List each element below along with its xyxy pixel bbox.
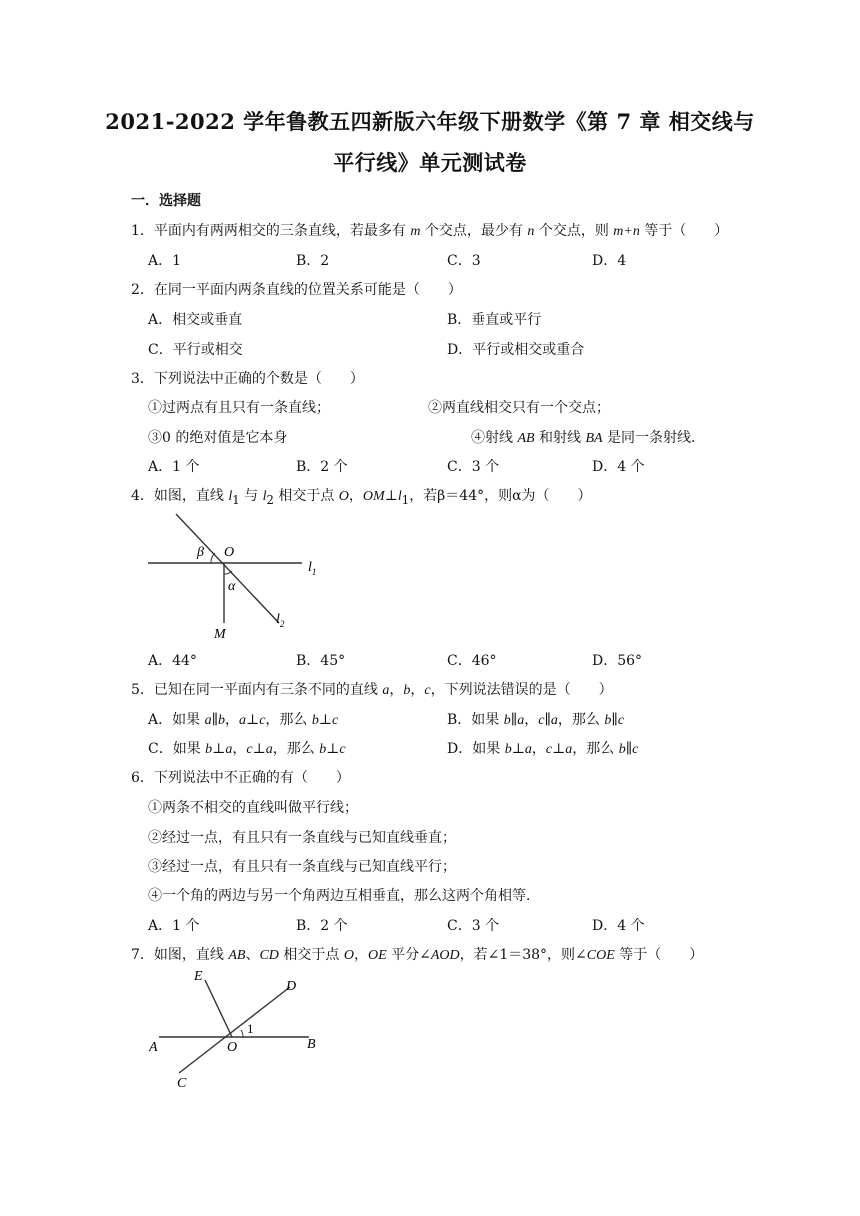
question-2-stem: 2．在同一平面内两条直线的位置关系可能是（ ） (131, 282, 462, 298)
question-2-option-b: B．垂直或平行 (447, 312, 542, 328)
label-o: O (227, 1040, 238, 1055)
question-6-option-d: D．4 个 (592, 918, 645, 934)
question-4-option-c: C．46° (447, 653, 497, 669)
label-alpha: α (228, 579, 236, 594)
section-heading: 一．选择题 (131, 193, 201, 209)
label-d: D (286, 979, 297, 994)
question-5-option-c: C．如果 b⊥a，c⊥a，那么 b⊥c (148, 741, 346, 757)
question-1-option-d: D．4 (592, 253, 627, 269)
question-3-stem: 3．下列说法中正确的个数是（ ） (131, 371, 364, 387)
label-l2: $l_2$ (276, 612, 285, 629)
line-l2 (176, 514, 279, 623)
question-5-option-b: B．如果 b∥a，c∥a，那么 b∥c (447, 712, 625, 728)
label-beta: β (197, 545, 204, 560)
angle-alpha-arc (224, 571, 232, 574)
question-5-option-a: A．如果 a∥b，a⊥c，那么 b⊥c (148, 712, 339, 728)
question-1-stem: 1．平面内有两两相交的三条直线，若最多有 m 个交点，最少有 n 个交点，则 m+n 等于（ ） (131, 223, 729, 239)
question-6-statement-3: ③经过一点，有且只有一条直线与已知直线平行； (148, 859, 456, 875)
question-6-statement-4: ④一个角的两边与另一个角两边互相垂直，那么这两个角相等． (148, 888, 540, 904)
question-3-statement-4: ④射线 AB 和射线 BA 是同一条射线． (471, 430, 706, 446)
question-6-option-a: A．1 个 (148, 918, 200, 934)
question-5-stem: 5．已知在同一平面内有三条不同的直线 a，b，c，下列说法错误的是（ ） (131, 682, 613, 698)
question-1-option-a: A．1 (148, 253, 182, 269)
label-a: A (149, 1040, 158, 1055)
label-b: B (307, 1037, 316, 1052)
question-3-option-c: C．3 个 (447, 459, 500, 475)
question-6-stem: 6．下列说法中不正确的有（ ） (131, 770, 350, 786)
question-6-option-c: C．3 个 (447, 918, 500, 934)
question-5-option-d: D．如果 b⊥a，c⊥a，那么 b∥c (447, 741, 639, 757)
title-line-2: 平行线》单元测试卷 (333, 150, 527, 175)
label-o: O (224, 545, 235, 560)
question-1-option-b: B．2 (296, 253, 330, 269)
question-3-statement-3: ③0 的绝对值是它本身 (148, 430, 288, 446)
label-c: C (177, 1076, 187, 1091)
question-4-stem: 4．如图，直线 $l_1$ 与 $l_2$ 相交于点 O，$OM\perp l_1$，若β＝44°，则α为（ ） (131, 488, 592, 507)
question-7-stem: 7．如图，直线 AB、CD 相交于点 O，OE 平分∠AOD，若∠1＝38°，则∠COE 等于（ ） (131, 947, 704, 963)
question-4-option-b: B．45° (296, 653, 346, 669)
question-2-option-c: C．平行或相交 (148, 342, 243, 358)
question-1-option-c: C．3 (447, 253, 481, 269)
question-3-option-a: A．1 个 (148, 459, 200, 475)
question-2-option-d: D．平行或相交或重合 (447, 342, 585, 358)
angle-1-arc (241, 1030, 243, 1037)
question-6-statement-1: ①两条不相交的直线叫做平行线； (148, 800, 358, 816)
question-3-statement-1: ①过两点有且只有一条直线； (148, 400, 330, 416)
label-l1: $l_1$ (308, 560, 317, 577)
question-6-option-b: B．2 个 (296, 918, 348, 934)
question-3-statement-2: ②两直线相交只有一个交点； (428, 400, 610, 416)
question-4-option-a: A．44° (148, 653, 197, 669)
question-4-figure (148, 510, 323, 642)
label-e: E (194, 969, 203, 984)
title-line-1: 2021-2022 学年鲁教五四新版六年级下册数学《第 7 章 相交线与 (105, 109, 755, 134)
question-3-option-d: D．4 个 (592, 459, 645, 475)
question-3-option-b: B．2 个 (296, 459, 348, 475)
label-m: M (214, 627, 226, 642)
question-7-figure (145, 966, 325, 1092)
label-1: 1 (247, 1021, 254, 1036)
question-6-statement-2: ②经过一点，有且只有一条直线与已知直线垂直； (148, 830, 456, 846)
question-2-option-a: A．相交或垂直 (148, 312, 243, 328)
question-4-option-d: D．56° (592, 653, 643, 669)
line-cd (179, 987, 290, 1073)
ray-oe (205, 980, 232, 1037)
